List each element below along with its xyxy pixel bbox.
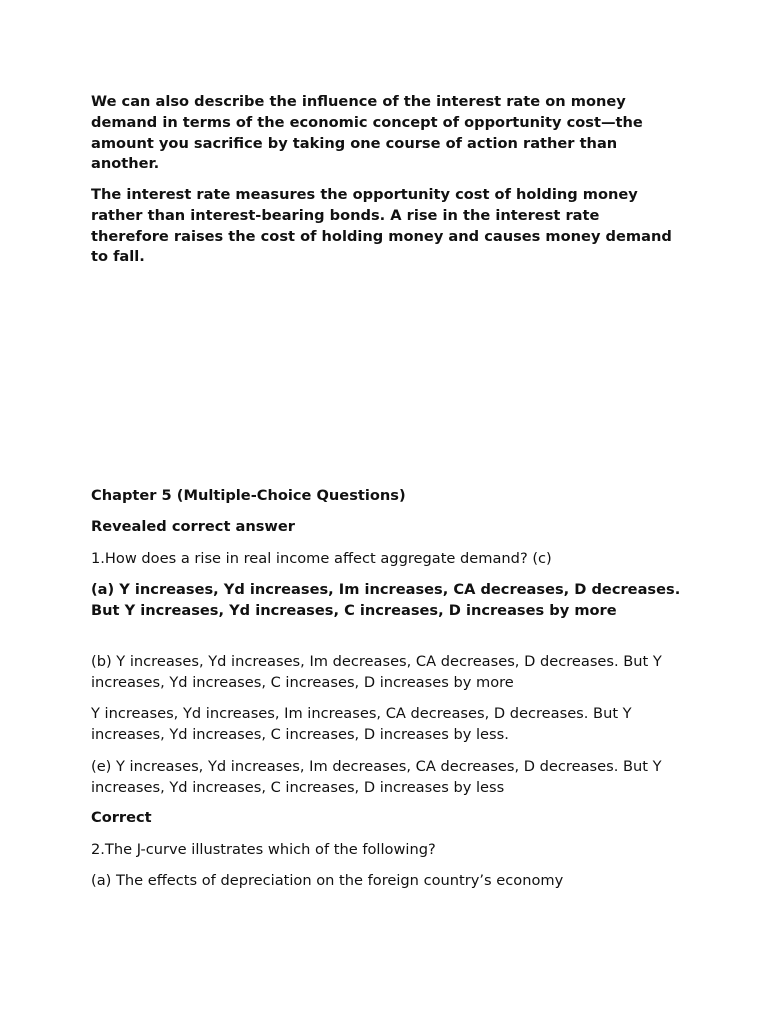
question-1-result: Correct: [91, 809, 152, 826]
question-2-text: 2.The J-curve illustrates which of the following?: [91, 841, 436, 858]
intro-paragraph-2: The interest rate measures the opportunity cost of holding money rather than interest-bearing bonds. A rise in the interest rate therefore raises the cost of holding money and causes money demand to fall.: [91, 186, 672, 266]
question-1-text: 1.How does a rise in real income affect aggregate demand? (c): [91, 550, 552, 567]
question-1-option-e: (e) Y increases, Yd increases, Im decreases, CA decreases, D decreases. But Y increases, Yd increases, C increases, D increases by less: [91, 758, 662, 796]
question-1-option-c: Y increases, Yd increases, Im increases, CA decreases, D decreases. But Y increases, Yd increases, C increases, D increases by less.: [91, 705, 632, 743]
revealed-answer-label: Revealed correct answer: [91, 518, 295, 535]
intro-paragraph-1: We can also describe the influence of the interest rate on money demand in terms of the economic concept of opportunity cost—the amount you sacrifice by taking one course of action rather than another.: [91, 93, 643, 173]
chapter-heading: Chapter 5 (Multiple-Choice Questions): [91, 487, 406, 504]
question-2-option-a: (a) The effects of depreciation on the foreign country’s economy: [91, 872, 564, 889]
question-1-option-a: (a) Y increases, Yd increases, Im increases, CA decreases, D decreases. But Y increases, Yd increases, C increases, D increases by more: [91, 581, 681, 619]
question-1-option-b: (b) Y increases, Yd increases, Im decreases, CA decreases, D decreases. But Y increases, Yd increases, C increases, D increases by more: [91, 653, 662, 691]
